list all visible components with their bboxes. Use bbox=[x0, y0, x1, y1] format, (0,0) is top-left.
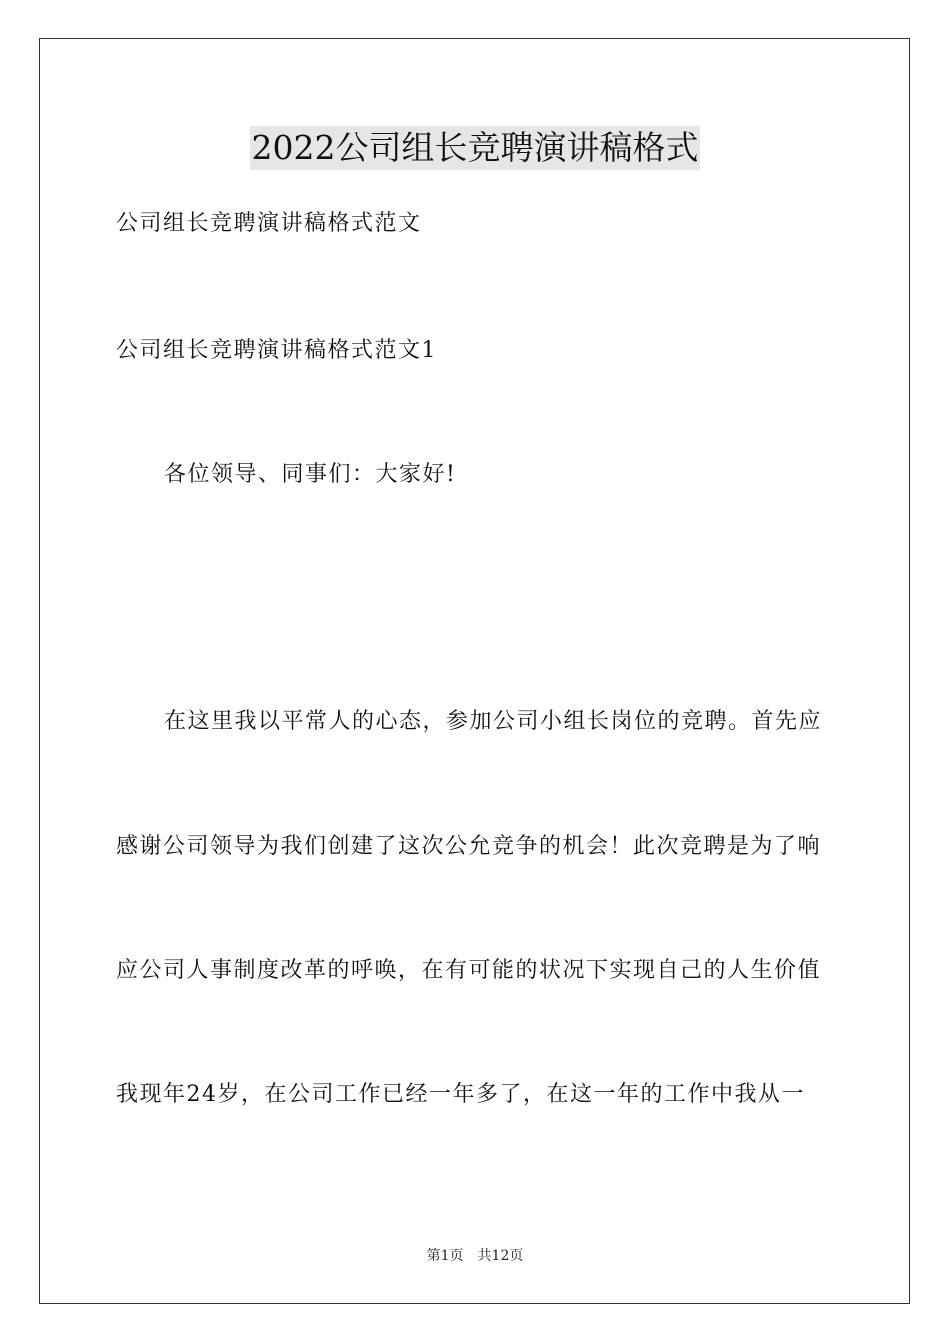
page-total: 共12页 bbox=[477, 1248, 524, 1264]
title-container bbox=[0, 126, 950, 170]
body-line-4: 我现年24岁，在公司工作已经一年多了，在这一年的工作中我从一 bbox=[116, 1082, 805, 1107]
body-line-3: 应公司人事制度改革的呼唤，在有可能的状况下实现自己的人生价值 bbox=[116, 958, 822, 983]
document-subtitle: 公司组长竞聘演讲稿格式范文 bbox=[116, 211, 422, 236]
body-line-2: 感谢公司领导为我们创建了这次公允竞争的机会！此次竞聘是为了响 bbox=[116, 834, 822, 859]
body-line-1: 在这里我以平常人的心态，参加公司小组长岗位的竞聘。首先应 bbox=[164, 709, 823, 734]
page-number: 第1页 bbox=[426, 1248, 464, 1264]
document-title: 2022公司组长竞聘演讲稿格式 bbox=[250, 126, 701, 170]
page-footer bbox=[0, 1246, 950, 1266]
greeting-paragraph: 各位领导、同事们：大家好! bbox=[164, 462, 457, 487]
section-heading: 公司组长竞聘演讲稿格式范文1 bbox=[116, 338, 437, 363]
